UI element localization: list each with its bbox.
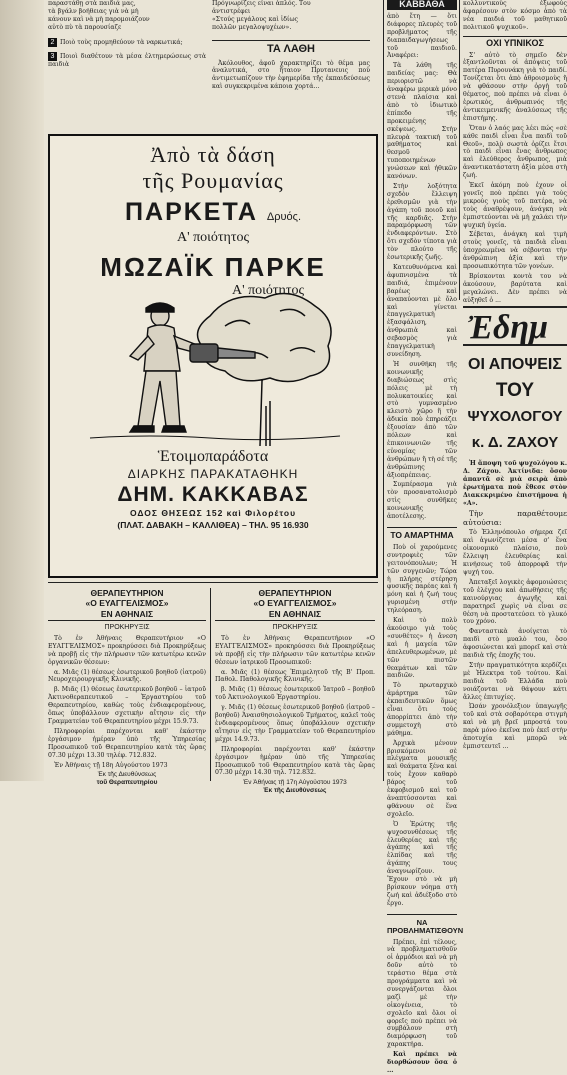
opinion-line: κ. Δ. ΖΑΧΟΥ: [471, 434, 559, 451]
ad-line-7: Ἑτοιμοπαράδοτα: [157, 448, 269, 465]
ad-line-9: ΔΗΜ. ΚΑΚΚΑΒΑΣ: [117, 483, 309, 506]
col4-lead: Ἡ ἄποψη τοῦ ψυχολόγου κ. Δ. Ζάχου. Ἀκτίνιδα: ὅσον ἀπαντᾶ σὲ μιὰ σειρὰ ἀπὸ ἐρωτήματα ποὺ ἔθεσε στὸν Διακεκριμένο ἐπιστήμονα ἡ «Α».: [463, 460, 567, 507]
page-edge-shadow: [0, 0, 44, 781]
col4-paragraph: Στὴν πραγματικότητα κερδίζει μὲ Ἠλεκτρα τοῦ τούτου. Καὶ παιδιὰ τοῦ Ἑλλάδα ποὺ νοιάζονται νὰ θάψουν κάτι ἄλλες ἐπιτυχίες.: [463, 661, 567, 701]
col1-line: παραστάθῃ στὰ παιδιά μας,: [48, 0, 136, 7]
col2-line: ἀντιστρέφει: [212, 7, 251, 15]
col4-paragraph: Σ' αὐτὸ τὸ σημεῖο δὲν ἐξαντλοῦνται οἱ ἀπόψεις τοῦ πατέρα Πυρουνάκη γιὰ τὸ παιδί. Τονίζεται ὅτι ἀπὸ ἀθροισμοὺς ἢ νὰ φθάσουν στὴν ὀργὴ τοῦ θέματος, ποὺ πρέπει νὰ εἶναι ὁ ἐρωτικὸς, ἀνθρωπινός τῆς ἀντικειμενικῆς ἀναλύσεως τῆς ἐπιστήμης.: [463, 51, 567, 122]
ad-line-2: τῆς Ρουμανίας: [142, 168, 284, 193]
notice-title: «Ο ΕΥΑΓΓΕΛΙΣΜΟΣ»: [253, 598, 337, 608]
col3-paragraph: Κατευθυνόμενα καὶ ἀφυπνισμένα τὰ παιδιά, ἐπιμένουν βαρέως καὶ ἀναπαύονται μὲ ὄλο καὶ γίνεται ἐπαγγελματικὴ ἐξασφάλιση, ἀνθρωπιὰ καὶ σεβασμὸς γιὰ ἐπαγγελματικὴ συνείδηση.: [387, 264, 457, 358]
heading-ta-lathi: ΤΑ ΛΑΘΗ: [212, 40, 370, 54]
opinion-line: ΨΥΧΟΛΟΓΟΥ: [467, 408, 563, 425]
col4-paragraph: Βρίσκονται κοντὰ του νὰ ἀκούσουν, βαρύτατα καὶ μεγαλώνει. Δὲν πρέπει νὰ αὐξηθεῖ ὁ ...: [463, 273, 567, 304]
col4-line: κολλυντικοὺς ἐξωφοὺς ἀφαρέσουν στὸν κόσμο ἀπὸ τὰ νέα παιδιά τοῦ μαθητικοῦ πολιτικοῦ ψυχικοῦ».: [463, 0, 567, 31]
notice-title: ΘΕΡΑΠΕΥΤΗΡΙΟΝ: [258, 588, 332, 598]
col1-line: αὐτὸ πὺ τὰ παρουσίαζε: [48, 23, 122, 31]
col3-intro: ἀπὸ ἔτη — ὅτι διάφορες πλευρὲς τοῦ προβλήματος τῆς διαπαιδαγωγήσεως τοῦ παιδιοῦ. Ἀναφέρει:: [387, 12, 457, 60]
notice-paragraph: γ. Μιᾶς (1) θέσεως ἐσωτερικοῦ βοηθοῦ (ἰατροῦ – βοηθοῦ) Ἀναισθησιολογικοῦ Τμήματος, καλεῖ τοὺς ἐνδιαφερομένους ὅπως ὑποβάλλουν σχετικὴν αἴτησιν εἰς τὴν Γραμματείαν τοῦ Θεραπευτηρίου μέχρι 14.9.73.: [215, 704, 375, 743]
notice-paragraph: α. Μιᾶς (1) θέσεως ἐσωτερικοῦ βοηθοῦ (ἰατροῦ) Νευροχειρουργικῆς Κλινικῆς.: [48, 668, 206, 684]
notice-paragraph: α. Μιᾶς (1) θέσεως Ἐπιμελητοῦ τῆς Β' Προπ. Παθολ. Παθολογικῆς Κλινικῆς.: [215, 668, 375, 684]
section-rule: [48, 582, 378, 583]
col2-top-text: [212, 0, 370, 130]
col3-paragraph: Στὴν λοξότητα σχεδὸν ἔλλειψη ἐρεθισμῶν γιὰ τὴν ἀγάπη τοῦ ποιοῦ καὶ τῆς καρδιᾶς. Στὴν παραμόρφωση τῶν ἐνδιαφερόντων. Στὸ ὅτι σχεδὸν τίποτα γιὰ τὸν πλούτο τῆς ἐσωτερικῆς ζωῆς.: [387, 182, 457, 262]
notice-paragraph: Τὸ ἐν Ἀθήναις Θεραπευτήριον «Ο ΕΥΑΓΓΕΛΙΣΜΟΣ» προκηρύσσει διὰ Προκηρύξεως νὰ προβῇ εἰς τὴν πλήρωσιν τῶν κατωτέρω κενῶν θέσεων ἰατρικοῦ Προσωπικοῦ:: [215, 634, 375, 666]
col3-paragraph: Καὶ πρέπει νὰ διορθώσουν ὅσα ὁ ...: [387, 1051, 457, 1074]
ground-line: [90, 436, 340, 440]
notice-subtitle: ΠΡΟΚΗΡΥΞΙΣ: [104, 624, 150, 631]
col4-paragraph: Φανταστικὰ ἀνοίγεται τὸ παιδὶ στὸ μυαλὸ του, ὅσο ἀφοσιώνεται καὶ μπορεῖ καὶ στὰ παιδιὰ τῆς ἐποχῆς του.: [463, 628, 567, 660]
opinion-line: ΤΟΥ: [495, 380, 535, 401]
col4-lead2: Τὴν παραθέτουμε αὐτούσια:: [463, 509, 567, 528]
notice-title: ΘΕΡΑΠΕΥΤΗΡΙΟΝ: [90, 588, 164, 598]
column-divider: [459, 0, 460, 300]
column-divider: [383, 0, 384, 781]
ad-line-6: Α' ποιότητος: [231, 283, 305, 298]
col1-line: τὰ βγάλν βοήθειας γιὰ νὰ μὴ: [48, 7, 139, 15]
notice-paragraph: Ἐν Ἀθήναις τῇ 18η Αὐγούστου 1973: [54, 761, 168, 769]
notice-title: «Ο ΕΥΑΓΓΕΛΙΣΜΟΣ»: [85, 598, 169, 608]
col3-paragraph: Ἡ συνθήκη τῆς κοινωνικῆς διαβιώσεως στὶς πόλεις μὲ τὴ πολυκατοικίες καὶ στὸ γυμνασμένο κλειστὸ χῶρο ἢ τὴν ἀδικία ποὺ ἐπηρεάζει ἐξουσίαν ἀπὸ τῶν πόλεων καὶ ἐπικοινωνιῶν τῆς εὐνομίας τῶν ἀνθρώπων ἢ τὴ σέ τῆς ἀνθρώπινης ἀξιοπρέπειας.: [387, 360, 457, 479]
banner-kavvatha: ΚΑΒΒΑΘΑ: [387, 0, 457, 10]
col2-line: πολλῶν μεγαλοψυχέων».: [212, 23, 292, 31]
col3-paragraph: Ἀρχικὰ μένουν βρισκόμενοι σὲ πλέγματα μουσικῆς καὶ θεάματα ξένα καὶ τοὺς ἔχουν καθαρὸ βάρος τοῦ ἐκφοβισμοῦ καὶ τοῦ ἀναπτύσσονται καὶ φθάνουν σὲ ἕνα σχολεῖο.: [387, 739, 457, 818]
notice-paragraph: Πληροφορίαι παρέχονται καθ' ἑκάστην ἐργάσιμον ἡμέραν ὑπὸ τῆς Ὑπηρεσίας Προσωπικοῦ τοῦ Θεραπευτηρίου κατὰ τὰς ὥρας 07.30 μέχρι 14.30 τηλ. 712.832.: [215, 745, 375, 777]
ad-line-10: ΟΔΟΣ ΘΗΣΕΩΣ 152 καὶ Φιλορέτου: [129, 508, 297, 518]
notice-paragraph: β. Μιᾶς (1) θέσεως ἐσωτερικοῦ βοηθοῦ – ἰατροῦ Ἀκτινοθεραπευτικοῦ – Ἐργαστηρίου τοῦ Θεραπευτηρίου, καθὼς τοὺς ἐνδιαφερομένους, ὅπως ὑποβάλλουν σχετικὴν αἴτησιν εἰς τὴν Γραμματείαν τοῦ Θεραπευτηρίου μέχρι 15.9.73.: [48, 686, 206, 725]
ad-line-5: ΜΩΖΑΪΚ ΠΑΡΚΕ: [100, 252, 326, 282]
notice-paragraph: β. Μιᾶς (1) θέσεως ἐσωτερικοῦ Ἰατροῦ – βοηθοῦ τοῦ Ἀκτινολογικοῦ Ἐργαστηρίου.: [215, 686, 375, 702]
col4-paragraph: Ἀπεταξεῖ λογικὲς ἀφομοιώσεις τοῦ ἐλέγχου καὶ ἀπωθήσεις τῆς καινούργιας ἀγωγῆς καὶ παρατηρεῖ χωρὶς νὰ εἶναι σε θέση νὰ προστατεύσει τὸ γλυκό του χρόνο.: [463, 578, 567, 626]
ad-line-1: Ἀπὸ τὰ δάση: [150, 142, 276, 167]
opinion-headline: [463, 352, 567, 456]
col1-top-text: [48, 0, 206, 130]
notice-title: ΕΝ ΑΘΗΝΑΙΣ: [215, 608, 375, 621]
col2-line: Πρόγνωρίζεις εἶναι ἀπλός. Του: [212, 0, 311, 7]
ad-line-11: (ΠΛΑΤ. ΔΑΒΑΚΗ – ΚΑΛΛΙΘΕΑ) – ΤΗΛ. 95 16.930: [117, 520, 309, 530]
col4-article: [463, 460, 567, 781]
ad-line-3: ΠΑΡΚΕΤΑ Δρυός.: [124, 198, 302, 226]
parquet-advertisement: [48, 134, 378, 578]
col4-paragraph: Σέβεται, ἀνάγκη καὶ τιμὴ στοὺς γονεῖς, τὰ παιδιὰ εἶναι ὑποχρεωμένα νὰ σέβονται τὴν ἀνθρώπινη ἀξία καὶ τὴν προσωπικότητα τῶν γονέων.: [463, 231, 567, 271]
person-icon: [130, 303, 208, 432]
list-item-2: 2 Ποιὸ τοὺς προμηθεύουν τὰ ναρκωτικά;: [48, 38, 206, 47]
notice-right: [215, 588, 375, 795]
col3-article: [387, 0, 464, 1074]
col4-paragraph: Ἐκεῖ ἀκόμη ποὺ ἐχουν οἱ γονεῖς ποὺ πρέπει γιὰ τοὺς μικροὺς γιοὺς τοῦ πατέρα, νὰ τοὺς ἀναθρέψουν, ἀνάγκη νὰ ἐμπιστεύονται νὰ μὴ χαλάει τὴν ψυχικὴ ὑγεία.: [463, 182, 567, 229]
list-item-3: 3 Ποιοὶ διαθέτουν τὰ μέσα ἐλτημερώσεως στὰ παιδιὰ: [48, 52, 206, 68]
col3-paragraph: Τὸ πρωταρχικὸ ἁμάρτημα τῶν ἐκπαιδευτικῶν ὅμως εἶναι ὅτι τοὺς ἀπορρίπτει ἀπὸ τὴν συμμετοχὴ στὸ μάθημα.: [387, 682, 457, 737]
opinion-line: ΟΙ ΑΠΟΨΕΙΣ: [468, 356, 562, 373]
notice-title: ΕΝ ΑΘΗΝΑΙΣ: [48, 608, 206, 621]
ad-line-4: Α' ποιότητος: [176, 230, 250, 245]
number-badge: 3: [48, 52, 57, 61]
col3-paragraph: Τὰ λάθη τῆς παιδείας μας: Θὰ περιοριστῶ νὰ ἀναφέρω μερικὰ μόνο στενὰ πλαίσια καὶ ἀπὸ τὸ ἰδιωτικὸ ἐπίπεδο τῆς προκειμένης σκέψεως. Στὴν πλευρὰ τακτικὴ τοῦ μαθήματος καὶ θεσμοῦ τυποποιημένων γνώσεων καὶ ἠθικῶν κανόνων.: [387, 62, 457, 181]
col4-paragraph: Τὸ Ἑλληνόπουλο σήμερα ζεῖ καὶ ἀγωνίζεται μέσα σ' ἕνα οἰκονομικὸ πλαίσιο, ποὺ ἔλλειψη ἐλευθερίας καὶ κινήσεως τοῦ ἀπορροφᾶ τὴν ψυχή του.: [463, 529, 567, 576]
col3-paragraph: Ὁ Ἐρώτης τῆς ψυχοσυνθέσεως τῆς ἐλευθερίας καὶ τῆς ἀγάπης καὶ τῆς ἐλπίδας καὶ τῆς ἀγάπης τους ἀναγνωρίζουν. Ἔχουν στὸ νὰ μὴ βρίσκουν νόημα στὴ ζωή καὶ ἀδιέξοδο στὸ ἔργο.: [387, 820, 457, 907]
heading-na-provlimatistoun: ΝΑ ΠΡΟΒΛΗΜΑΤΙΣΘΟΥΝ: [387, 914, 457, 935]
big-headline-fragment: Ἐδημ: [463, 306, 567, 346]
ad-line-8: ΔΙΑΡΚΗΣ ΠΑΡΑΚΑΤΑΘΗΚΗ: [127, 467, 299, 481]
notice-left: [48, 588, 206, 787]
col4-paragraph: Ὡσάν χρονόλεξιον ὑπαγωγῆς τοῦ καὶ στὰ σοβαρότερα στιγμὴ καὶ νὰ μὴ βρεῖ μπροστά του παρὰ μόνο ἐκεῖνα ποὺ ἐκεῖ στὴν ἀποτυχία καὶ μπορῶ νὰ ἐμπιστευτεῖ ...: [463, 703, 567, 750]
notice-signature: Ἐν Ἀθήναις τῇ 17η Αὐγούστου 1973: [243, 779, 347, 787]
notice-signature: Ἐκ τῆς Διευθύνσεως: [263, 787, 327, 795]
col2-body: Ἀκόλουθος, ἀφοῦ χαρακτηρίζει τὸ θέμα μας ἀναλυτικά, στο ἤταιον Πρυτανευις ποὺ ἀντιμετωπίζουν τὴν ἐφημερίδα τῆς ἐκπαιδεύσεως καὶ συγκεκριμένα κάποια χορτά...: [212, 59, 370, 91]
number-badge: 2: [48, 38, 57, 47]
heading-to-amartima: ΤΟ ΑΜΑΡΤΗΜΑ: [387, 527, 457, 540]
heading-ochi-ypnikos: ΟΧΙ ΥΠΝΙΚΟΣ: [463, 36, 567, 48]
notice-signature: Ἐκ τῆς Διευθύνσεως: [97, 771, 157, 779]
notice-subtitle: ΠΡΟΚΗΡΥΞΙΣ: [272, 624, 318, 631]
col3-paragraph: Καὶ τὸ πολὺ ἀκούσιμο γιὰ τοὺς «συνθέτες» ἡ ἄνεση καὶ ἡ μαγεία τῶν ἀπελευθερωμένων, μὲ τῶν πιστῶν θεαμάτων καὶ τῶν παιδιῶν.: [387, 617, 457, 680]
col4-paragraph: Ὅταν ὁ λαός μας λέει πώς «σὲ κάθε παιδὶ εἶναι ἕνα παιδὶ τοῦ Θεοῦ», πολὺ σωστὰ ὁρίζει ἔτσι τὸ παιδὶ εἶναι ἕνας ἄνθρωπος καὶ ἐλεύθερος ἄνθρωπος, μιὰ ἀναντικατάστατη ἀξία μέσα στὴ ζωή.: [463, 124, 567, 180]
col2-line: «Στούς μεγάλους καὶ ἰδίως: [212, 15, 298, 23]
notice-paragraph: Πληροφορίαι παρέχονται καθ' ἑκάστην ἐργάσιμον ἡμέραν ὑπὸ τῆς Ὑπηρεσίας Προσωπικοῦ τοῦ Θεραπευτηρίου κατὰ τὰς ὥρας 07.30 μέχρι 13.30 τηλέφ. 712.832.: [48, 727, 206, 759]
woodcutter-illustration: [90, 286, 340, 446]
col4-top: [463, 0, 567, 302]
col3-paragraph: Ποὺ οἱ χαρούμενες συντροφιὲς τῶν γειτονόπουλων; Ἡ τῶν συγγενῶν; Τώρα ἡ πλήρης στέρηση φυσικῆς παρέας καὶ ἡ μόνη καὶ ἡ ζωή τους γυρισμένη στὴν τηλεόραση.: [387, 543, 457, 615]
col3-paragraph: Πρέπει, ἐπὶ τέλους, νὰ προβληματισθοῦν οἱ ἀρμόδιοι καὶ νὰ μὴ δοῦν αὐτὸ τὸ τεράστιο θέμα στὰ προγράμματα καὶ νὰ συνεργάζονται ὅλοι μαζὶ μὲ τὴν οἰκογένεια, τὸ σχολεῖο καὶ ὅλοι οἱ φορεῖς ποὺ πρέπει νὰ συμβάλουν στὴ διαμόρφωση τοῦ χαρακτήρα.: [387, 938, 457, 1049]
col3-paragraph: Συμπέρασμα γιὰ τὸν προσανατολισμὸ στὶς συνθῆκες κοινωνικῆς ἀποτέλεσης.: [387, 481, 457, 521]
tree-icon: [198, 294, 332, 447]
col1-line: κάνουν καὶ νὰ μὴ παρομοιάζουν: [48, 15, 150, 23]
column-divider: [210, 588, 211, 781]
notice-signature: τοῦ Θεραπευτηρίου: [96, 779, 158, 787]
notice-paragraph: Τὸ ἐν Ἀθήναις Θεραπευτήριον «Ο ΕΥΑΓΓΕΛΙΣΜΟΣ» προκηρύσσει διὰ Προκηρύξεως νὰ προβῇ εἰς τὴν πλήρωσιν τῶν κατωτέρω κενῶν ὀργανικῶν θέσεων:: [48, 634, 206, 666]
